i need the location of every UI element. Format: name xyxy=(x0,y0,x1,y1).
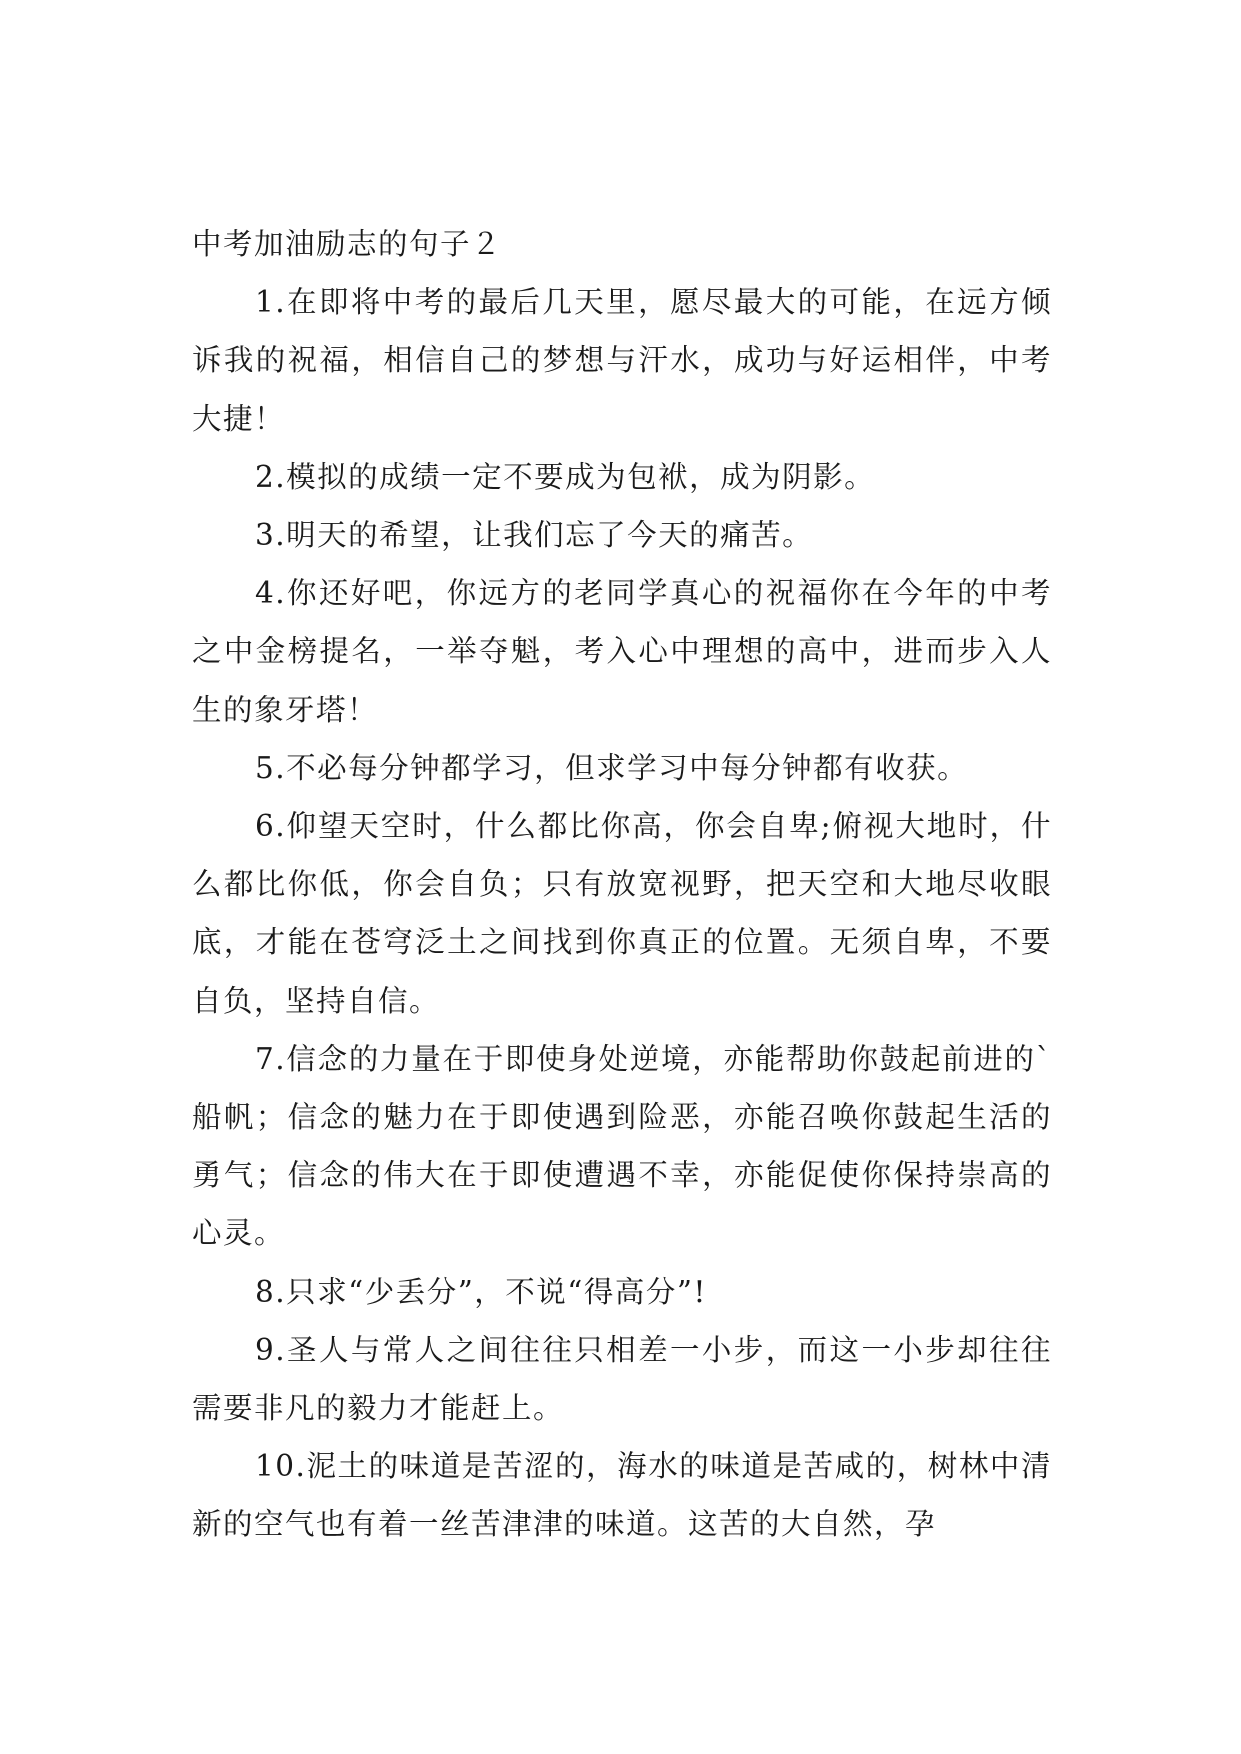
paragraph-3: 3.明天的希望，让我们忘了今天的痛苦。 xyxy=(255,518,814,553)
paragraph-9: 9.圣人与常人之间往往只相差一小步，而这一小步却往往需要非凡的毅力才能赶上。 xyxy=(192,1332,1052,1426)
paragraph-2: 2.模拟的成绩一定不要成为包袱，成为阴影。 xyxy=(255,459,876,494)
document-body xyxy=(192,215,1052,1554)
paragraph-4: 4.你还好吧，你远方的老同学真心的祝福你在今年的中考之中金榜提名，一举夺魁，考入心中理想的高中，进而步入人生的象牙塔！ xyxy=(192,576,1052,727)
paragraph-1: 1.在即将中考的最后几天里，愿尽最大的可能，在远方倾诉我的祝福，相信自己的梦想与汗水，成功与好运相伴，中考大捷！ xyxy=(192,285,1052,436)
paragraph-5: 5.不必每分钟都学习，但求学习中每分钟都有收获。 xyxy=(255,750,969,785)
paragraph-8: 8.只求“少丢分”，不说“得高分”! xyxy=(255,1274,707,1309)
section-title: 中考加油励志的句子２ xyxy=(192,227,503,261)
paragraph-7: 7.信念的力量在于即使身处逆境，亦能帮助你鼓起前进的`船帆；信念的魅力在于即使遇到险恶，亦能召唤你鼓起生活的勇气；信念的伟大在于即使遭遇不幸，亦能促使你保持崇高的心灵。 xyxy=(192,1041,1052,1251)
paragraph-6: 6.仰望天空时，什么都比你高，你会自卑;俯视大地时，什么都比你低，你会自负；只有放宽视野，把天空和大地尽收眼底，才能在苍穹泛土之间找到你真正的位置。无须自卑，不要自负，坚持自信。 xyxy=(192,809,1052,1018)
paragraph-10: 10.泥土的味道是苦涩的，海水的味道是苦咸的，树林中清新的空气也有着一丝苦津津的味道。这苦的大自然，孕 xyxy=(192,1449,1052,1542)
